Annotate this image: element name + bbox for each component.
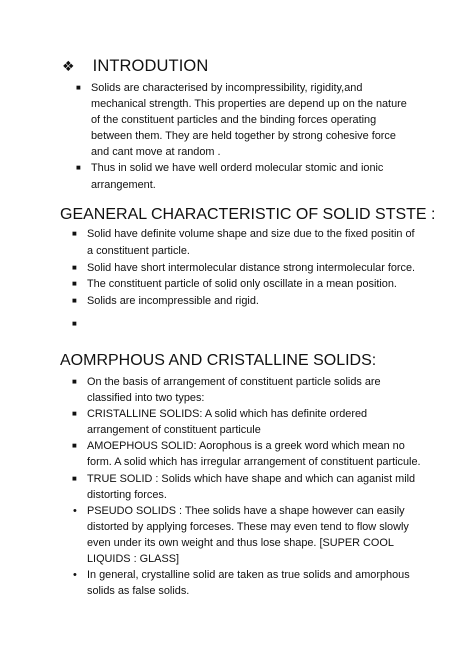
intro-heading bbox=[62, 57, 208, 76]
amorphous-heading: AOMRPHOUS AND CRISTALLINE SOLIDS: bbox=[60, 352, 377, 369]
square-bullet-icon: ■ bbox=[76, 83, 81, 92]
square-bullet-icon: ■ bbox=[72, 318, 77, 328]
list-item: ■ Solids are characterised by incompressibility, rigidity,and mechanical strength. This properties are depend up on the nature of the constituent particles and the binding forces operating between them. They are held together by strong cohesive force and cant move at random . bbox=[76, 82, 407, 159]
diamond-bullet-icon: ❖ bbox=[62, 58, 75, 74]
list-item: ■ TRUE SOLID : Solids which have shape and which can aganist mild distorting forces. bbox=[72, 472, 416, 501]
square-bullet-icon: ■ bbox=[72, 262, 77, 272]
square-bullet-icon: ■ bbox=[72, 279, 77, 289]
list-item: ■ Thus in solid we have well orderd molecular stomic and ionic arrangement. bbox=[76, 162, 384, 191]
square-bullet-icon: ■ bbox=[72, 296, 77, 306]
dot-bullet-icon: • bbox=[73, 569, 77, 582]
list-item: ■ Solids are incompressible and rigid. bbox=[71, 293, 421, 310]
list-item: ■ The constituent particle of solid only oscillate in a mean position. bbox=[71, 276, 421, 293]
general-list bbox=[71, 226, 421, 333]
list-item: ■ Solid have definite volume shape and size due to the fixed positin of a constituent particle. bbox=[72, 228, 415, 257]
list-item: ■ AMOEPHOUS SOLID: Aorophous is a greek word which mean no form. A solid which has irregular arrangement of constituent particule. bbox=[72, 440, 421, 469]
square-bullet-icon: ■ bbox=[72, 229, 77, 238]
list-item: • In general, crystalline solid are taken as true solids and amorphous solids as false solids. bbox=[73, 569, 410, 598]
intro-heading-text: INTRODUTION bbox=[92, 57, 209, 75]
amorphous-list bbox=[71, 374, 423, 599]
list-item bbox=[71, 316, 421, 333]
list-item: ■ CRISTALLINE SOLIDS: A solid which has definite ordered arrangement of constituent particule bbox=[72, 408, 368, 437]
square-bullet-icon: ■ bbox=[72, 473, 77, 483]
square-bullet-icon: ■ bbox=[72, 377, 77, 386]
list-item: • PSEUDO SOLIDS : Thee solids have a shape however can easily distorted by applying forceses. These may even tend to flow slowly even under its own weight and thus lose shape. [SUPER COOL LIQUIDS : GLASS] bbox=[73, 504, 409, 566]
list-item: ■ On the basis of arrangement of constituent particle solids are classified into two types: bbox=[72, 376, 381, 405]
square-bullet-icon: ■ bbox=[76, 163, 81, 173]
square-bullet-icon: ■ bbox=[72, 441, 77, 451]
dot-bullet-icon: • bbox=[73, 504, 77, 517]
general-heading: GEANERAL CHARACTERISTIC OF SOLID STSTE : bbox=[60, 206, 436, 223]
square-bullet-icon: ■ bbox=[72, 409, 77, 419]
list-item: ■ Solid have short intermolecular distance strong intermolecular force. bbox=[71, 260, 421, 277]
intro-list bbox=[75, 80, 415, 193]
